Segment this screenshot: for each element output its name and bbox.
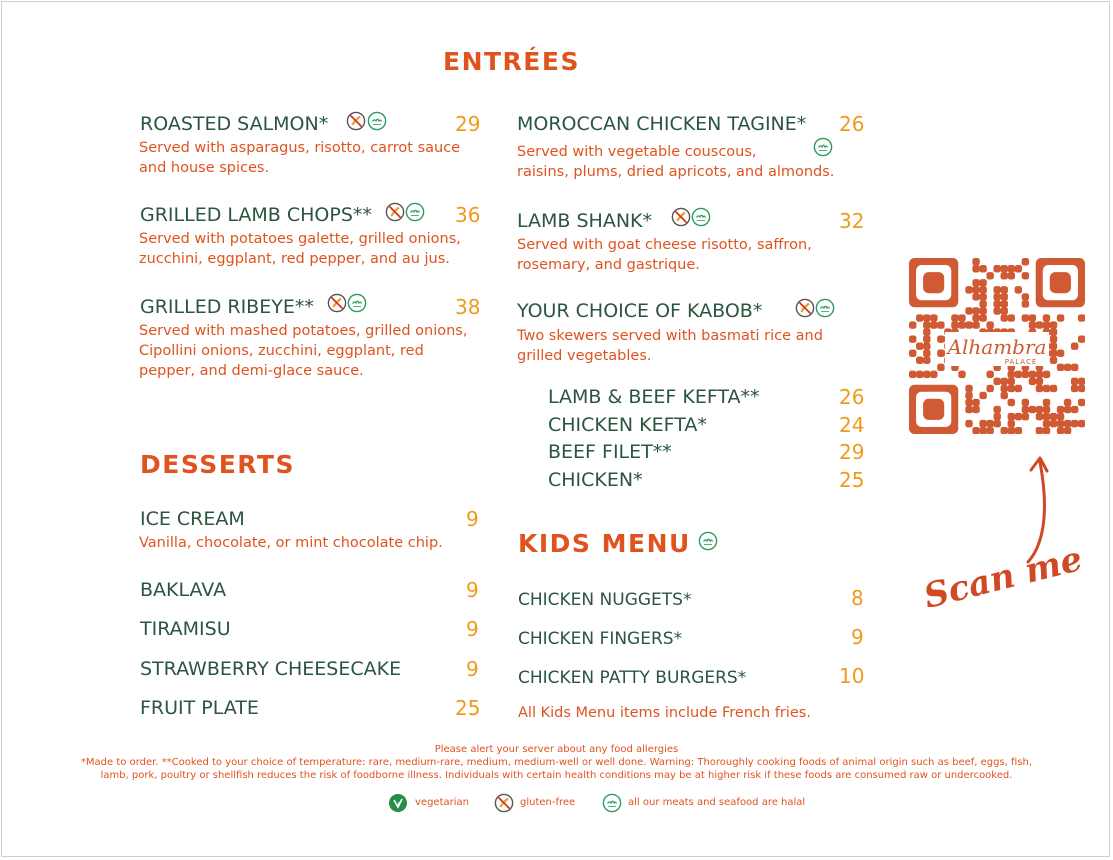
menu-item-description: Served with vegetable couscous, raisins, plums, dried apricots, and almonds.	[517, 144, 835, 180]
menu-item-name: ROASTED SALMON*	[140, 113, 329, 135]
menu-item-price: 38	[455, 295, 481, 319]
allergy-alert: Please alert your server about any food allergies	[434, 744, 679, 755]
menu-item-name: LAMB SHANK*	[517, 210, 653, 232]
qr-brand-subtext: PALACE	[1004, 358, 1038, 366]
menu-item-name: GRILLED RIBEYE**	[140, 296, 314, 318]
dessert-price: 9	[466, 617, 479, 641]
menu-item-name: MOROCCAN CHICKEN TAGINE*	[517, 113, 807, 135]
footer-disclaimer-line-1: *Made to order. **Cooked to your choice of temperature: rare, medium-rare, medium, medium-well or well done. Warning: Thoroughly cooking foods of animal origin such as beef, eggs, fish,	[80, 757, 1033, 768]
footer-disclaimer-line-2: lamb, pork, poultry or shellfish reduces the risk of foodborne illness. Individuals with certain health conditions may be at higher risk if these foods are consumed raw or undercooked.	[100, 770, 1013, 781]
halal-icon	[698, 531, 718, 551]
kids-item-name: CHICKEN FINGERS*	[518, 629, 683, 649]
dessert-name: BAKLAVA	[140, 579, 227, 601]
menu-item-price: 29	[455, 112, 481, 136]
menu-item-description: Served with mashed potatoes, grilled onions, Cipollini onions, zucchini, eggplant, red pepper, and demi-glace sauce.	[139, 323, 468, 379]
kids-item-price: 9	[851, 625, 864, 649]
legend-vegetarian: vegetarian	[415, 797, 469, 808]
qr-code-image	[909, 258, 1085, 434]
menu-item-name: GRILLED LAMB CHOPS**	[140, 204, 372, 226]
dessert-price: 9	[466, 507, 479, 531]
dessert-name: TIRAMISU	[140, 618, 231, 640]
legend-halal: all our meats and seafood are halal	[628, 797, 806, 808]
scan-me-label: Scan me	[920, 538, 1087, 617]
kabob-option-name: LAMB & BEEF KEFTA**	[548, 386, 760, 408]
desserts-heading: DESSERTS	[140, 450, 295, 479]
halal-icon	[691, 207, 711, 227]
kabob-option-price: 25	[839, 468, 865, 492]
menu-item-price: 26	[839, 112, 865, 136]
gluten-free-icon	[671, 207, 691, 227]
kids-menu-heading: KIDS MENU	[518, 529, 691, 558]
dessert-name: STRAWBERRY CHEESECAKE	[140, 658, 402, 680]
dessert-description: Vanilla, chocolate, or mint chocolate chip.	[139, 535, 443, 551]
halal-icon	[602, 793, 622, 813]
menu-item-description: Served with potatoes galette, grilled onions, zucchini, eggplant, red pepper, and au jus.	[139, 231, 461, 267]
menu-item-name: YOUR CHOICE OF KABOB*	[517, 300, 763, 322]
kabob-option-price: 26	[839, 385, 865, 409]
menu-item-price: 32	[839, 209, 865, 233]
halal-icon	[815, 298, 835, 318]
entrees-heading: ENTRÉES	[443, 47, 580, 76]
menu-item-description: Two skewers served with basmati rice and grilled vegetables.	[517, 328, 823, 364]
menu-item-price: 36	[455, 203, 481, 227]
halal-icon	[347, 293, 367, 313]
dessert-name: FRUIT PLATE	[140, 697, 259, 719]
dessert-price: 25	[455, 696, 481, 720]
kabob-option-price: 29	[839, 440, 865, 464]
vegetarian-icon	[388, 793, 408, 813]
kids-item-name: CHICKEN NUGGETS*	[518, 590, 692, 610]
gluten-free-icon	[327, 293, 347, 313]
kids-item-price: 10	[839, 664, 865, 688]
menu-item-description: Served with asparagus, risotto, carrot sauce and house spices.	[139, 140, 461, 176]
kabob-option-name: BEEF FILET**	[548, 441, 672, 463]
kabob-option-name: CHICKEN KEFTA*	[548, 414, 707, 436]
gluten-free-icon	[494, 793, 514, 813]
gluten-free-icon	[795, 298, 815, 318]
legend-gluten-free: gluten-free	[520, 797, 576, 808]
kids-item-name: CHICKEN PATTY BURGERS*	[518, 668, 747, 688]
kabob-option-price: 24	[839, 413, 865, 437]
dessert-price: 9	[466, 578, 479, 602]
gluten-free-icon	[385, 202, 405, 222]
kabob-option-name: CHICKEN*	[548, 469, 643, 491]
qr-brand-text: Alhambra	[947, 335, 1047, 359]
kids-item-price: 8	[851, 586, 864, 610]
dessert-price: 9	[466, 657, 479, 681]
gluten-free-icon	[346, 111, 366, 131]
qr-code[interactable]	[909, 258, 1085, 434]
dessert-name: ICE CREAM	[140, 508, 245, 530]
halal-icon	[405, 202, 425, 222]
kids-menu-note: All Kids Menu items include French fries.	[518, 705, 811, 721]
menu-item-description: Served with goat cheese risotto, saffron, rosemary, and gastrique.	[517, 237, 812, 273]
halal-icon	[367, 111, 387, 131]
